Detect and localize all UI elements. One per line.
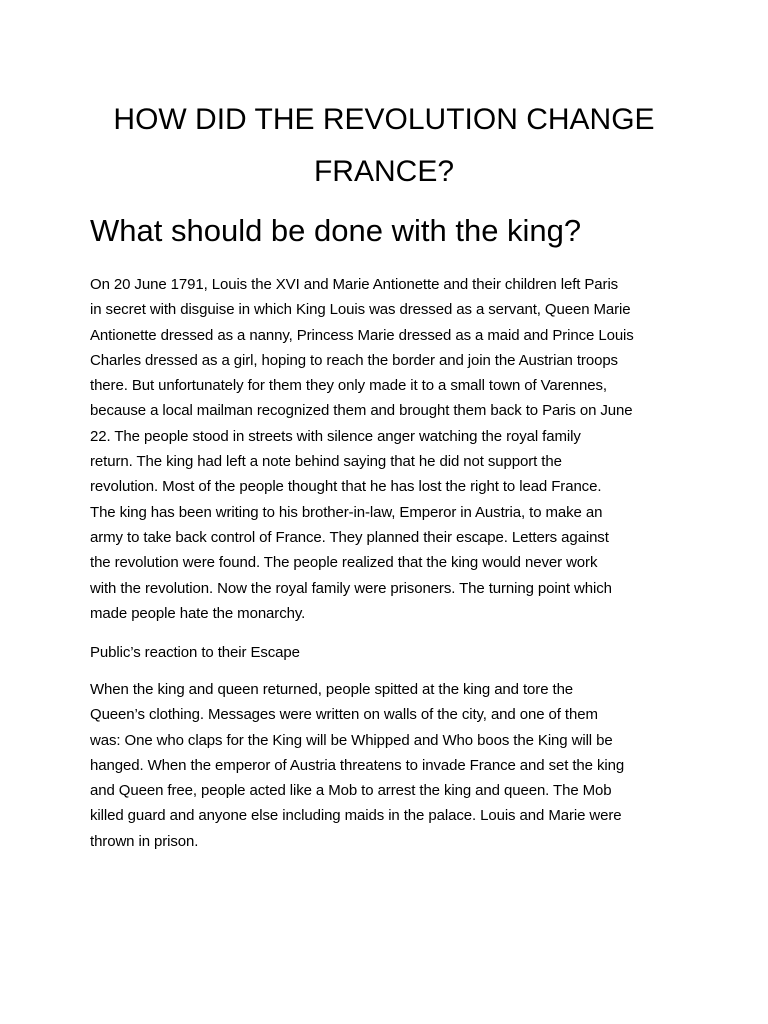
section-heading: What should be done with the king? [90, 213, 582, 248]
paragraph-reaction: When the king and queen returned, people spitted at the king and tore the Queen’s clothing. Messages were written on walls of the city, and one of them was: One who claps for the King will be Whipped and Who boos the King will be hanged. When the emperor of Austria threatens to invade France and set the king and Queen free, people acted like a Mob to arrest the king and queen. The Mob killed guard and anyone else including maids in the palace. Louis and Marie were thrown in prison. [90, 681, 625, 850]
paragraph-escape: On 20 June 1791, Louis the XVI and Marie Antionette and their children left Paris in secret with disguise in which King Louis was dressed as a servant, Queen Marie Antionette dressed as a nanny, Princess Marie dressed as a maid and Prince Louis Charles dressed as a girl, hoping to reach the border and join the Austrian troops there. But unfortunately for them they only made it to a small town of Varennes, because a local mailman recognized them and brought them back to Paris on June 22. The people stood in streets with silence anger watching the royal family return. The king had left a note behind saying that he did not support the revolution. Most of the people thought that he has lost the right to lead France. The king has been writing to his brother-in-law, Emperor in Austria, to make an army to take back control of France. They planned their escape. Letters against the revolution were found. The people realized that the king would never work with the revolution. Now the royal family were prisoners. The turning point which made people hate the monarchy. [90, 276, 634, 622]
page-title: HOW DID THE REVOLUTION CHANGE FRANCE? [113, 103, 655, 188]
subheading-public-reaction: Public’s reaction to their Escape [90, 644, 300, 661]
